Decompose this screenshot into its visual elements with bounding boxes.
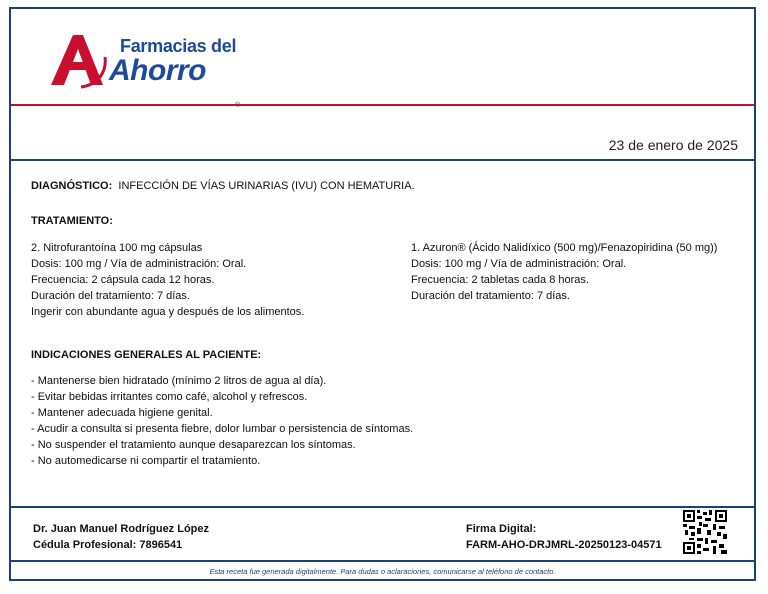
diagnosis <box>31 180 415 192</box>
doctor-name: Dr. Juan Manuel Rodríguez López <box>33 523 210 535</box>
indications-list <box>31 373 413 469</box>
treatment-line: 2. Nitrofurantoína 100 mg cápsulas <box>31 242 203 254</box>
digital-signature <box>466 521 662 553</box>
list-item: - No suspender el tratamiento aunque desaparezcan los síntomas. <box>31 439 356 451</box>
signature-divider <box>11 506 754 508</box>
doctor-info <box>33 521 209 553</box>
treatment-line: Dosis: 100 mg / Vía de administración: Oral. <box>31 258 247 270</box>
signature-code: FARM-AHO-DRJMRL-20250123-04571 <box>466 539 662 551</box>
treatment-line: Dosis: 100 mg / Vía de administración: Oral. <box>411 258 627 270</box>
list-item: - Mantener adecuada higiene genital. <box>31 407 213 419</box>
farmacias-del-ahorro-logo <box>47 29 237 101</box>
list-item: - Acudir a consulta si presenta fiebre, dolor lumbar o persistencia de síntomas. <box>31 423 414 435</box>
footer-note: Esta receta fue generada digitalmente. Para dudas o aclaraciones, comunicarse al teléfono de contacto. <box>209 567 556 576</box>
doctor-license: Cédula Profesional: 7896541 <box>33 539 183 551</box>
diagnosis-text: INFECCIÓN DE VÍAS URINARIAS (IVU) CON HEMATURIA. <box>118 180 415 192</box>
treatment-heading: TRATAMIENTO: <box>31 215 113 227</box>
logo-line2: Ahorro <box>109 54 206 87</box>
qr-code-icon <box>683 510 727 554</box>
header-divider <box>11 104 754 106</box>
signature-label: Firma Digital: <box>466 523 537 535</box>
list-item: - Mantenerse bien hidratado (mínimo 2 litros de agua al día). <box>31 375 327 387</box>
indications-heading: INDICACIONES GENERALES AL PACIENTE: <box>31 349 262 361</box>
logo-line1: Farmacias del <box>120 36 237 56</box>
list-item: - No automedicarse ni compartir el tratamiento. <box>31 455 261 467</box>
treatment-line: Duración del tratamiento: 7 días. <box>31 290 190 302</box>
treatment-left-column <box>31 240 304 320</box>
treatment-line: Ingerir con abundante agua y después de los alimentos. <box>31 306 305 318</box>
treatment-line: 1. Azuron® (Ácido Nalidíxico (500 mg)/Fenazopiridina (50 mg)) <box>411 242 718 254</box>
treatment-right-column <box>411 240 717 304</box>
date-divider <box>11 159 754 161</box>
footer-divider <box>11 560 754 562</box>
treatment-line: Frecuencia: 2 tabletas cada 8 horas. <box>411 274 589 286</box>
prescription-date: 23 de enero de 2025 <box>608 137 738 153</box>
logo-a-mark <box>47 29 107 91</box>
diagnosis-label: DIAGNÓSTICO: <box>31 180 113 192</box>
prescription-frame <box>9 7 756 581</box>
list-item: - Evitar bebidas irritantes como café, alcohol y refrescos. <box>31 391 308 403</box>
treatment-line: Duración del tratamiento: 7 días. <box>411 290 570 302</box>
treatment-line: Frecuencia: 2 cápsula cada 12 horas. <box>31 274 215 286</box>
